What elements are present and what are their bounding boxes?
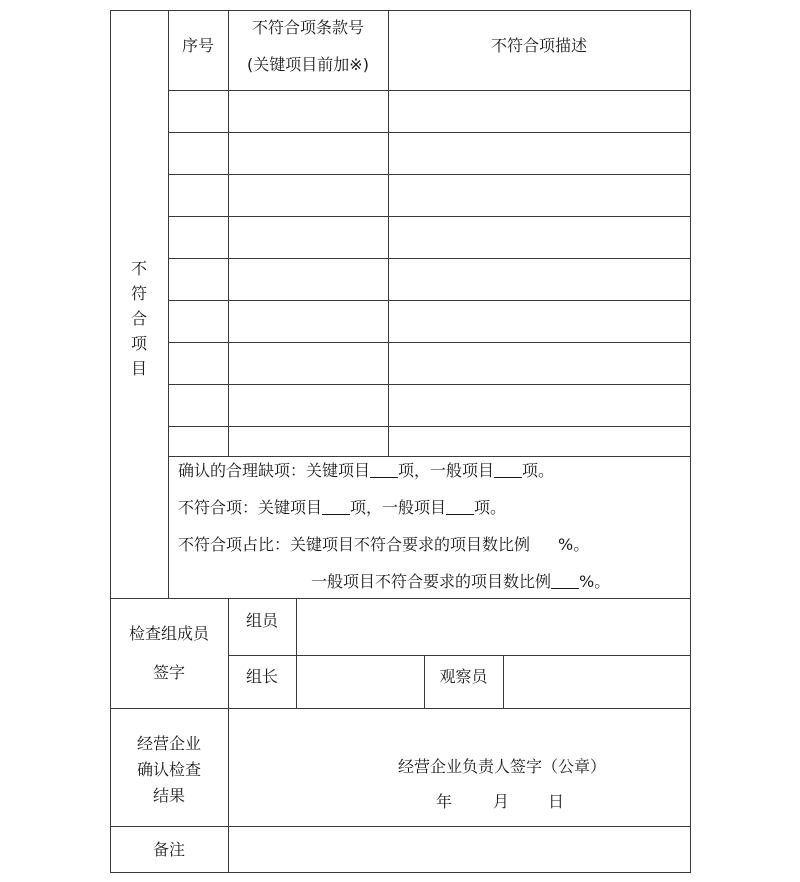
remarks-label: 备注 [152, 840, 185, 859]
table-border-bottom [110, 872, 691, 873]
confirm-signature: 经营企业负责人签字（公章） [398, 757, 607, 776]
side-label-char: 符 [130, 284, 147, 303]
side-label-nonconforming [129, 256, 149, 381]
team-label-line2: 签字 [152, 663, 185, 682]
table-rule [110, 826, 690, 827]
table-border-top [110, 10, 690, 11]
blank-general-nonconf[interactable] [446, 498, 474, 515]
side-label-char: 合 [130, 309, 147, 328]
confirm-month: 月 [493, 792, 510, 811]
summary-missing-line: 确认的合理缺项：关键项目 项，一般项目 项。 [178, 461, 555, 480]
table-rule [168, 384, 690, 385]
table-col-divider [228, 598, 229, 872]
confirm-year: 年 [436, 792, 453, 811]
table-col-divider [228, 10, 229, 456]
blank-key-ratio[interactable] [530, 535, 558, 552]
blank-key-missing[interactable] [370, 461, 398, 478]
table-rule [168, 342, 690, 343]
side-label-char: 项 [130, 334, 147, 353]
header-clause-line2: (关键项目前加※) [247, 55, 369, 74]
table-rule [168, 216, 690, 217]
summary-nonconf-line: 不符合项：关键项目 项，一般项目 项。 [178, 498, 507, 517]
table-rule [168, 132, 690, 133]
table-col-divider [388, 10, 389, 456]
header-desc: 不符合项描述 [490, 36, 587, 55]
table-rule [168, 456, 690, 457]
team-label-line1: 检查组成员 [128, 624, 209, 643]
summary-ratio-line: 不符合项占比：关键项目不符合要求的项目数比例 %。 [178, 535, 590, 554]
team-observer-label: 观察员 [439, 667, 488, 686]
header-clause-line1: 不符合项条款号 [251, 18, 364, 37]
table-border-right [690, 10, 691, 872]
table-rule [168, 90, 690, 91]
blank-key-nonconf[interactable] [322, 498, 350, 515]
confirm-label-line3: 结果 [152, 786, 185, 805]
side-label-char: 不 [130, 259, 147, 278]
table-col-divider [503, 655, 504, 708]
blank-general-missing[interactable] [494, 461, 522, 478]
table-rule [168, 426, 690, 427]
summary-ratio2-line: 一般项目不符合要求的项目数比例 %。 [311, 572, 611, 591]
team-member-label: 组员 [245, 611, 278, 630]
side-label-char: 目 [130, 359, 147, 378]
table-rule [168, 300, 690, 301]
table-rule [110, 598, 690, 599]
blank-general-ratio[interactable] [551, 572, 579, 589]
team-leader-label: 组长 [245, 667, 278, 686]
header-seq: 序号 [181, 36, 214, 55]
table-rule [168, 174, 690, 175]
table-col-divider [168, 10, 169, 598]
table-col-divider [296, 598, 297, 708]
confirm-label-line2: 确认检查 [136, 760, 201, 779]
table-rule [228, 655, 690, 656]
table-rule [110, 708, 690, 709]
confirm-day: 日 [548, 792, 565, 811]
table-rule [168, 258, 690, 259]
confirm-label-line1: 经营企业 [136, 734, 201, 753]
